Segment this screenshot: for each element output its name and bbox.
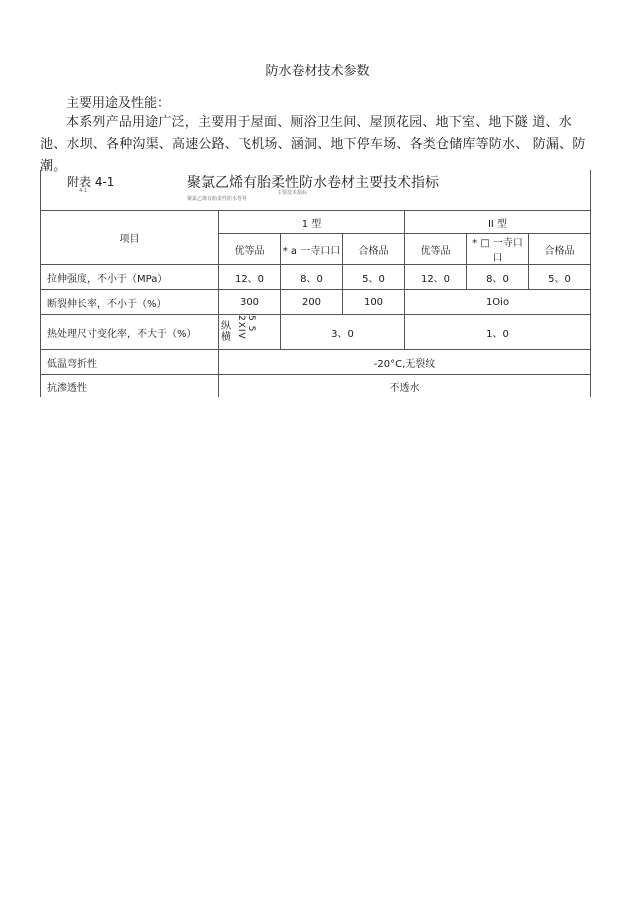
table-cell: 1Oio [405,290,591,315]
column-header-item: 项目 [41,211,219,265]
row-label: 热处理尺寸变化率，不大于（%） [41,315,219,350]
table-cell: 12、0 [219,265,281,290]
table-cell: 5、0 [529,265,591,290]
caption-title: 聚氯乙烯有胎柔性防水卷材主要技术指标 [187,175,439,191]
table-cell: 100 [343,290,405,315]
grade-header: 优等品 [219,234,281,265]
table-caption [41,170,591,211]
usage-paragraph: 本系列产品用途广泛，主要用于屋面、厕浴卫生间、屋顶花园、地下室、地下隧 道、水池、水坝、各种沟渠、高速公路、飞机场、涵洞、地下停车场、各类仓储库等防水、 防漏、防潮。 [40,115,586,174]
spec-table [40,170,590,394]
grade-header: * □ 一寺口 口 [467,234,529,265]
row-label: 拉伸强度，不小于（MPa） [41,265,219,290]
row-label: 低温弯折性 [41,350,219,375]
table-row [41,350,591,375]
table-row [41,375,591,398]
grade-header: 合格品 [343,234,405,265]
direction-label: 纵 横 [221,321,231,343]
table-cell: 3、0 [281,315,405,350]
caption-subtext: 主要技术指标 [277,190,308,196]
row-label: 断裂伸长率，不小于（%） [41,290,219,315]
table-row [41,265,591,290]
caption-small-label: 4-1 [79,188,88,194]
table-cell: 8、0 [281,265,343,290]
row-label: 抗渗透性 [41,375,219,398]
table-cell: -20°C,无裂纹 [219,350,591,375]
table-cell: 5、0 [343,265,405,290]
column-header-type1: 1 型 [219,211,405,234]
column-header-type2: II 型 [405,211,591,234]
caption-label: 附表 4-1 [67,175,115,189]
grade-header: * a 一寺口口 [281,234,343,265]
section-heading: 主要用途及性能： [66,96,171,111]
grade-header: 优等品 [405,234,467,265]
table-cell: 1、0 [405,315,591,350]
table-cell: 8、0 [467,265,529,290]
table-row [41,315,591,350]
table-row [41,290,591,315]
grade-header: 合格品 [529,234,591,265]
table-cell: 不透水 [219,375,591,398]
page-title: 防水卷材技术参数 [265,64,370,79]
direction-cell [219,315,281,350]
direction-rotated-text: 5 5 2XIV [236,315,257,340]
caption-subtext-2: 聚氯乙烯有胎柔性防水卷材 [187,196,248,202]
table-cell: 200 [281,290,343,315]
table-cell: 300 [219,290,281,315]
table-cell: 12、0 [405,265,467,290]
